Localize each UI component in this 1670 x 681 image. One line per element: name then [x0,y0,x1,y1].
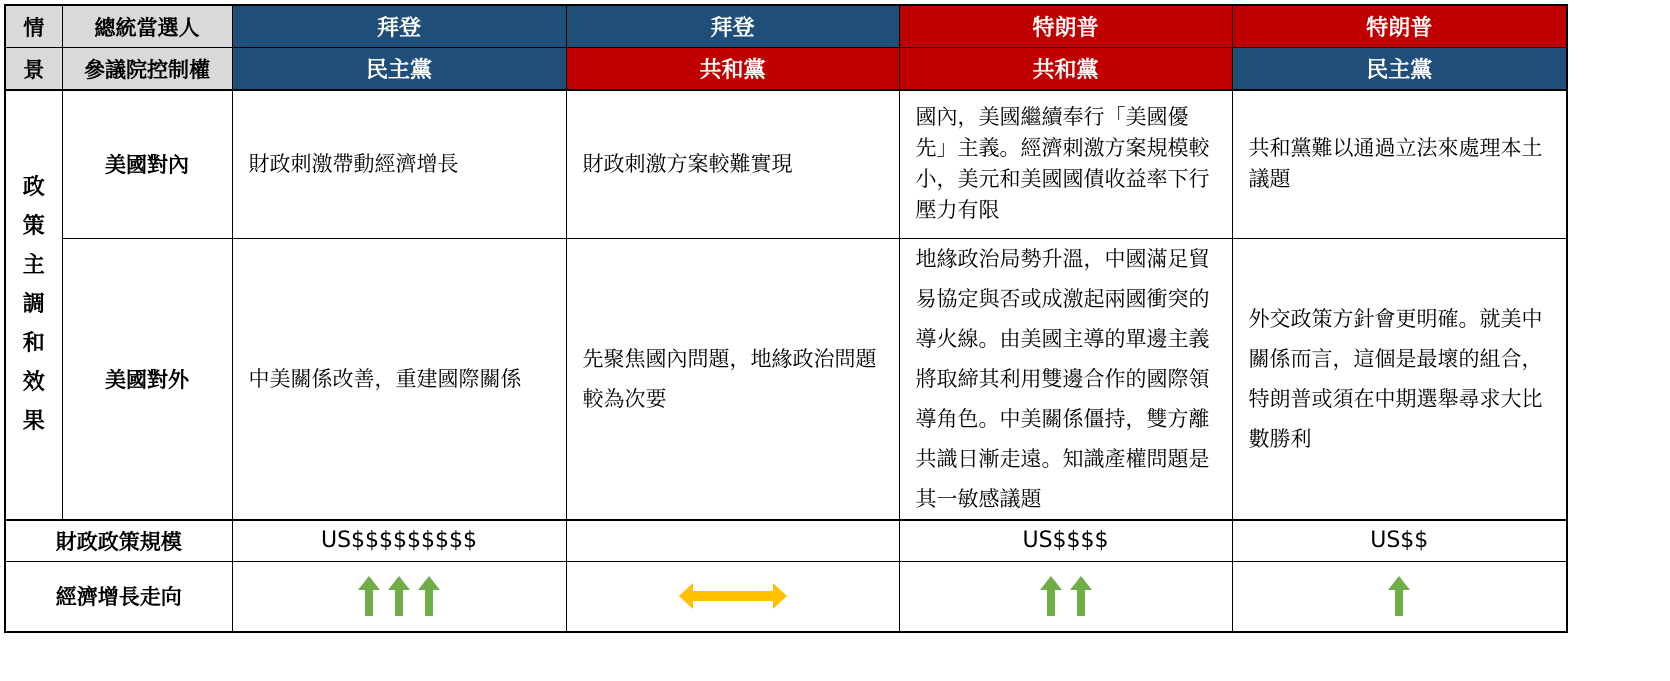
fiscal-cell-1: US$$$$$$$$$ [232,520,566,562]
scenario-corner-bottom: 景 [5,48,62,91]
scenario-table [4,4,1568,633]
scenario-2-senate: 共和黨 [566,48,899,91]
scenario-1-senate: 民主黨 [232,48,566,91]
sideways-arrow-icon [679,583,787,609]
growth-cell-1 [232,562,566,632]
growth-cell-4 [1232,562,1567,632]
scenario-corner-top: 情 [5,5,62,48]
up-arrow-icon [1388,576,1410,616]
scenario-3-senate: 共和黨 [899,48,1232,91]
fiscal-cell-4: US$$ [1232,520,1567,562]
scenario-4-president: 特朗普 [1232,5,1567,48]
senate-label: 參議院控制權 [62,48,232,91]
fiscal-cell-3: US$$$$ [899,520,1232,562]
president-label: 總統當選人 [62,5,232,48]
domestic-cell-1: 財政刺激帶動經濟增長 [232,90,566,238]
foreign-cell-1: 中美關係改善，重建國際關係 [232,238,566,520]
scenario-1-president: 拜登 [232,5,566,48]
domestic-cell-4: 共和黨難以通過立法來處理本土議題 [1232,90,1567,238]
up-arrow-icon [358,576,380,616]
growth-cell-2 [566,562,899,632]
foreign-cell-4: 外交政策方針會更明確。就美中關係而言，這個是最壞的組合，特朗普或須在中期選舉尋求大比數勝利 [1232,238,1567,520]
foreign-cell-3: 地緣政治局勢升溫，中國滿足貿易協定與否或成激起兩國衝突的導火線。由美國主導的單邊主義將取締其利用雙邊合作的國際領導角色。中美關係僵持，雙方離共識日漸走遠。知識產權問題是其一敏感議題 [899,238,1232,520]
domestic-label: 美國對內 [62,90,232,238]
policy-effects-label: 政 策 主 調 和 效 果 [5,90,62,520]
scenario-3-president: 特朗普 [899,5,1232,48]
growth-direction-label: 經濟增長走向 [5,562,232,632]
growth-cell-3 [899,562,1232,632]
up-arrow-icon [1040,576,1062,616]
domestic-cell-2: 財政刺激方案較難實現 [566,90,899,238]
fiscal-cell-2 [566,520,899,562]
up-arrow-icon [418,576,440,616]
foreign-cell-2: 先聚焦國內問題，地緣政治問題較為次要 [566,238,899,520]
up-arrow-icon [1070,576,1092,616]
foreign-label: 美國對外 [62,238,232,520]
scenario-4-senate: 民主黨 [1232,48,1567,91]
fiscal-scale-label: 財政政策規模 [5,520,232,562]
up-arrow-icon [388,576,410,616]
scenario-2-president: 拜登 [566,5,899,48]
domestic-cell-3: 國內，美國繼續奉行「美國優先」主義。經濟刺激方案規模較小，美元和美國國債收益率下行壓力有限 [899,90,1232,238]
